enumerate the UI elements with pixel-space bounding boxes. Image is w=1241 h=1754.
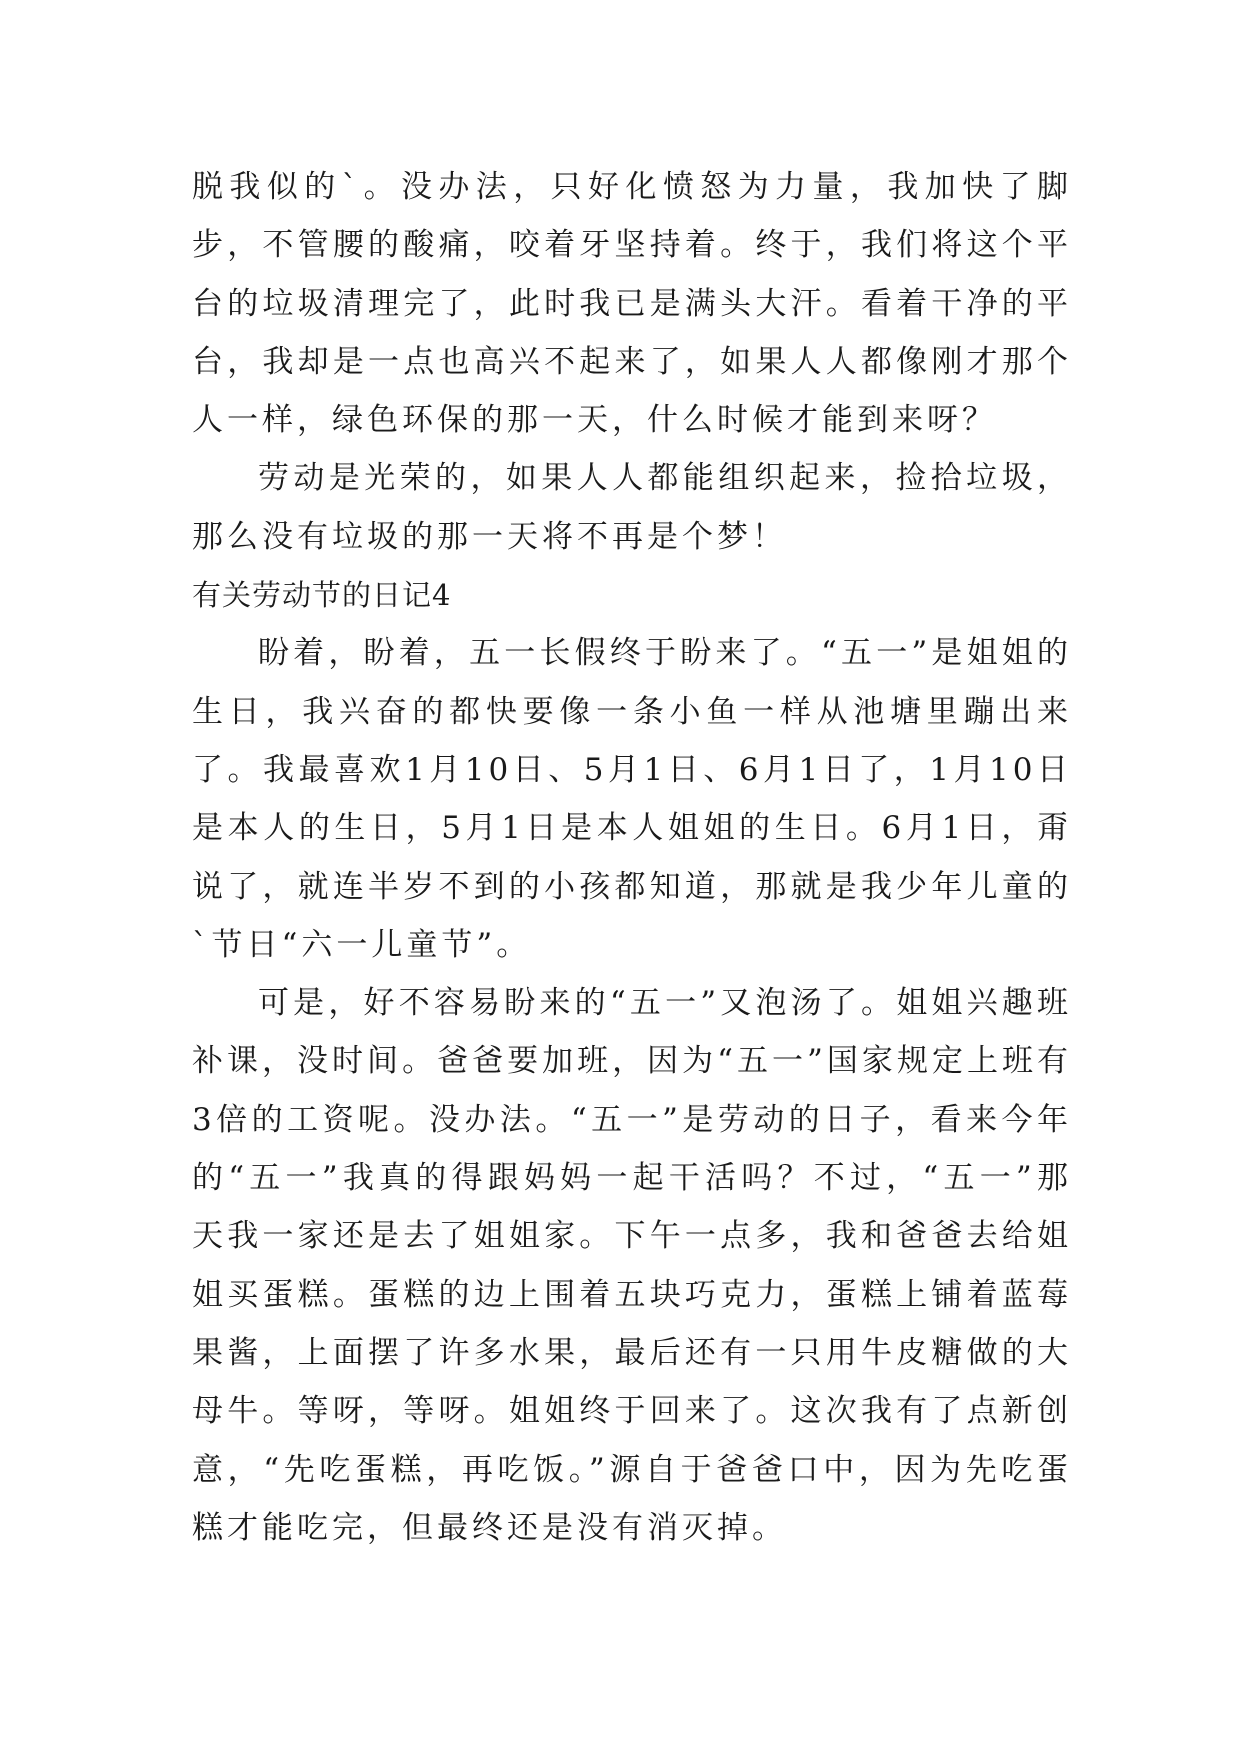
section-heading: 有关劳动节的日记4 <box>192 578 452 613</box>
paragraph-cake-story: 可是，好不容易盼来的“五一”又泡汤了。姐姐兴趣班补课，没时间。爸爸要加班，因为“五一”国家规定上班有3倍的工资呢。没办法。“五一”是劳动的日子，看来今年的“五一”我真的得跟妈妈一起干活吗？不过，“五一”那天我一家还是去了姐姐家。下午一点多，我和爸爸去给姐姐买蛋糕。蛋糕的边上围着五块巧克力，蛋糕上铺着蓝莓果酱，上面摆了许多水果，最后还有一只用牛皮糖做的大母牛。等呀，等呀。姐姐终于回来了。这次我有了点新创意，“先吃蛋糕，再吃饭。”源自于爸爸口中，因为先吃蛋糕才能吃完，但最终还是没有消灭掉。 <box>192 985 1072 1546</box>
paragraph-continuation: 脱我似的`。没办法，只好化愤怒为力量，我加快了脚步，不管腰的酸痛，咬着牙坚持着。终于，我们将这个平台的垃圾清理完了，此时我已是满头大汗。看着干净的平台，我却是一点也高兴不起来了，如果人人都像刚才那个人一样，绿色环保的那一天，什么时候才能到来呀？ <box>192 169 1072 439</box>
paragraph-may-day-birthday: 盼着，盼着，五一长假终于盼来了。“五一”是姐姐的生日，我兴奋的都快要像一条小鱼一样从池塘里蹦出来了。我最喜欢1月10日、5月1日、6月1日了，1月10日是本人的生日，5月1日是本人姐姐的生日。6月1日，甭说了，就连半岁不到的小孩都知道，那就是我少年儿童的`节日“六一儿童节”。 <box>192 635 1072 963</box>
document-body <box>192 158 1072 1557</box>
paragraph-labor-glory: 劳动是光荣的，如果人人都能组织起来，捡拾垃圾，那么没有垃圾的那一天将不再是个梦！ <box>192 460 1072 555</box>
